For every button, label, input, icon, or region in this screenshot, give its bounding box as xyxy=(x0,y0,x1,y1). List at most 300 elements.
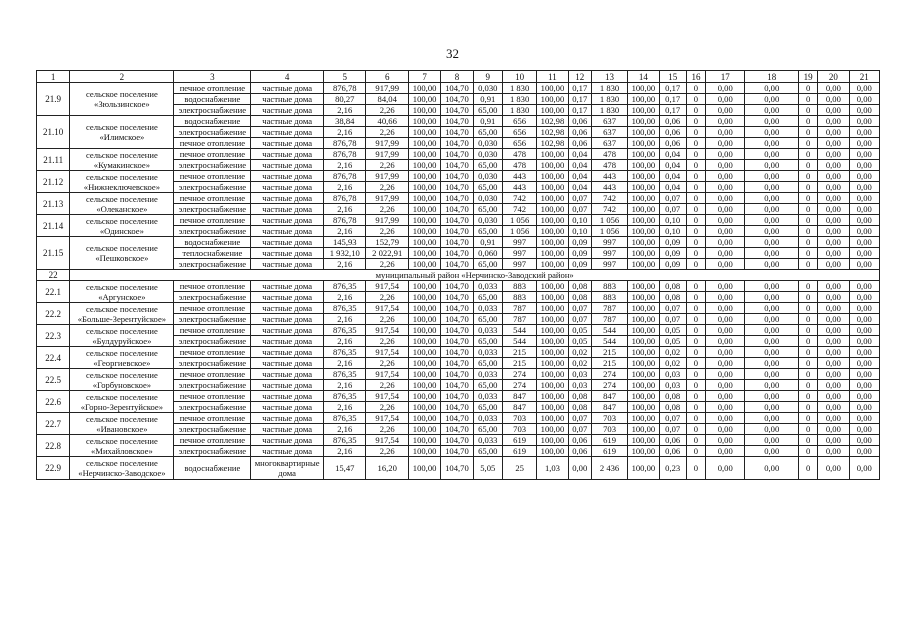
table-cell: 100,00 xyxy=(537,149,568,160)
table-cell: 65,00 xyxy=(473,402,502,413)
table-cell: 0,00 xyxy=(745,325,799,336)
table-cell: 0 xyxy=(799,160,818,171)
table-cell: 2,26 xyxy=(366,402,408,413)
table-cell: 145,93 xyxy=(324,237,366,248)
table-cell: 787 xyxy=(502,314,536,325)
table-cell: 100,00 xyxy=(408,160,440,171)
table-cell: 0 xyxy=(799,226,818,237)
table-cell: 104,70 xyxy=(441,358,473,369)
table-cell: 0,00 xyxy=(745,160,799,171)
table-cell: 0 xyxy=(799,303,818,314)
table-cell: 100,00 xyxy=(408,424,440,435)
table-cell: 104,70 xyxy=(441,204,473,215)
table-cell: 637 xyxy=(591,138,627,149)
table-cell: 100,00 xyxy=(537,105,568,116)
table-cell: 0,00 xyxy=(849,391,879,402)
table-cell: 0,03 xyxy=(568,369,591,380)
table-cell: 0,05 xyxy=(659,325,686,336)
table-cell: 0,00 xyxy=(818,215,849,226)
table-cell: 0 xyxy=(799,171,818,182)
table-cell: 0,06 xyxy=(568,446,591,457)
table-cell: 876,35 xyxy=(324,303,366,314)
table-cell: 0,06 xyxy=(568,127,591,138)
table-cell: 0,00 xyxy=(706,369,745,380)
table-cell: 100,00 xyxy=(537,248,568,259)
table-cell: 0,00 xyxy=(706,116,745,127)
settlement-name: сельское поселение «Пешковское» xyxy=(70,237,174,270)
table-cell: 0,91 xyxy=(473,94,502,105)
table-cell: 100,00 xyxy=(537,336,568,347)
table-cell: 0,00 xyxy=(745,248,799,259)
table-cell: 443 xyxy=(591,171,627,182)
building-type: частные дома xyxy=(251,358,324,369)
settlement-name: сельское поселение «Аргунское» xyxy=(70,281,174,303)
district-row xyxy=(37,270,880,281)
table-cell: 0 xyxy=(799,83,818,94)
table-cell: 2,26 xyxy=(366,226,408,237)
table-cell: 0,030 xyxy=(473,138,502,149)
table-cell: 0 xyxy=(799,94,818,105)
table-cell: 100,00 xyxy=(628,171,659,182)
table-cell: 876,78 xyxy=(324,171,366,182)
table-cell: 0,00 xyxy=(745,215,799,226)
table-cell: 656 xyxy=(502,127,536,138)
row-id: 21.15 xyxy=(37,237,70,270)
table-cell: 0 xyxy=(799,380,818,391)
building-type: частные дома xyxy=(251,237,324,248)
table-cell: 0,033 xyxy=(473,391,502,402)
table-cell: 847 xyxy=(591,402,627,413)
column-header: 14 xyxy=(628,71,659,83)
table-cell: 847 xyxy=(502,391,536,402)
table-cell: 0,00 xyxy=(745,116,799,127)
table-cell: 100,00 xyxy=(628,391,659,402)
table-cell: 0,00 xyxy=(818,248,849,259)
table-cell: 100,00 xyxy=(408,292,440,303)
column-header: 7 xyxy=(408,71,440,83)
table-cell: 100,00 xyxy=(537,347,568,358)
table-cell: 0,033 xyxy=(473,281,502,292)
building-type: частные дома xyxy=(251,391,324,402)
building-type: частные дома xyxy=(251,380,324,391)
table-cell: 104,70 xyxy=(441,149,473,160)
table-cell: 104,70 xyxy=(441,248,473,259)
table-cell: 0,00 xyxy=(745,402,799,413)
row-id: 22.9 xyxy=(37,457,70,480)
table-cell: 0,08 xyxy=(568,281,591,292)
table-cell: 0,00 xyxy=(706,171,745,182)
table-cell: 104,70 xyxy=(441,347,473,358)
table-cell: 0,00 xyxy=(818,193,849,204)
table-cell: 0,91 xyxy=(473,116,502,127)
table-cell: 2,16 xyxy=(324,358,366,369)
table-cell: 0,00 xyxy=(849,402,879,413)
table-cell: 100,00 xyxy=(408,413,440,424)
table-cell: 0,00 xyxy=(706,457,745,480)
table-cell: 0,00 xyxy=(745,226,799,237)
building-type: частные дома xyxy=(251,171,324,182)
table-cell: 0 xyxy=(799,314,818,325)
table-cell: 883 xyxy=(502,281,536,292)
resource-type: печное отопление xyxy=(174,171,251,182)
table-cell: 100,00 xyxy=(628,149,659,160)
table-cell: 2,26 xyxy=(366,292,408,303)
table-cell: 0,00 xyxy=(706,138,745,149)
table-cell: 100,00 xyxy=(628,424,659,435)
page-number: 32 xyxy=(446,46,459,61)
table-cell: 0,09 xyxy=(568,237,591,248)
table-cell: 0,00 xyxy=(745,171,799,182)
header-row xyxy=(37,71,880,83)
table-cell: 883 xyxy=(591,281,627,292)
table-cell: 2,16 xyxy=(324,380,366,391)
settlement-name: сельское поселение «Илимское» xyxy=(70,116,174,149)
table-cell: 0,06 xyxy=(659,435,686,446)
table-cell: 100,00 xyxy=(628,193,659,204)
table-cell: 0,00 xyxy=(849,149,879,160)
table-cell: 0,00 xyxy=(849,303,879,314)
table-cell: 0,02 xyxy=(568,347,591,358)
table-cell: 15,47 xyxy=(324,457,366,480)
row-id: 22.3 xyxy=(37,325,70,347)
table-cell: 0,00 xyxy=(706,325,745,336)
table-cell: 65,00 xyxy=(473,292,502,303)
table-cell: 100,00 xyxy=(408,204,440,215)
table-cell: 274 xyxy=(502,369,536,380)
table-cell: 0,07 xyxy=(568,424,591,435)
table-cell: 0 xyxy=(799,336,818,347)
table-cell: 1 056 xyxy=(502,215,536,226)
table-cell: 100,00 xyxy=(408,193,440,204)
table-cell: 0,09 xyxy=(659,237,686,248)
resource-type: электроснабжение xyxy=(174,182,251,193)
column-header: 1 xyxy=(37,71,70,83)
table-cell: 100,00 xyxy=(628,226,659,237)
table-row xyxy=(37,116,880,127)
table-cell: 876,35 xyxy=(324,347,366,358)
table-cell: 65,00 xyxy=(473,336,502,347)
table-cell: 0,00 xyxy=(849,226,879,237)
building-type: частные дома xyxy=(251,259,324,270)
table-cell: 2,16 xyxy=(324,402,366,413)
table-cell: 102,98 xyxy=(537,138,568,149)
table-cell: 917,99 xyxy=(366,215,408,226)
table-cell: 0,00 xyxy=(818,237,849,248)
table-cell: 0,00 xyxy=(818,336,849,347)
table-row xyxy=(37,369,880,380)
table-cell: 0,08 xyxy=(659,292,686,303)
table-cell: 544 xyxy=(591,325,627,336)
table-cell: 100,00 xyxy=(537,314,568,325)
table-cell: 876,35 xyxy=(324,325,366,336)
table-row xyxy=(37,413,880,424)
table-cell: 2,16 xyxy=(324,292,366,303)
table-cell: 0 xyxy=(799,149,818,160)
table-cell: 917,54 xyxy=(366,369,408,380)
settlement-name: сельское поселение «Георгиевское» xyxy=(70,347,174,369)
table-cell: 0 xyxy=(686,369,705,380)
table-cell: 0,08 xyxy=(659,281,686,292)
table-cell: 0,07 xyxy=(659,303,686,314)
resource-type: печное отопление xyxy=(174,281,251,292)
table-cell: 2,26 xyxy=(366,358,408,369)
table-cell: 100,00 xyxy=(408,457,440,480)
table-cell: 0,00 xyxy=(818,435,849,446)
table-cell: 2,26 xyxy=(366,424,408,435)
table-cell: 0,08 xyxy=(568,402,591,413)
table-cell: 0 xyxy=(686,446,705,457)
resource-type: электроснабжение xyxy=(174,160,251,171)
table-cell: 104,70 xyxy=(441,171,473,182)
table-cell: 0,02 xyxy=(659,347,686,358)
table-cell: 0 xyxy=(686,182,705,193)
table-cell: 0,07 xyxy=(568,303,591,314)
column-header: 5 xyxy=(324,71,366,83)
table-cell: 100,00 xyxy=(628,336,659,347)
table-cell: 0 xyxy=(686,457,705,480)
table-cell: 787 xyxy=(502,303,536,314)
table-cell: 100,00 xyxy=(408,402,440,413)
table-cell: 0,00 xyxy=(706,182,745,193)
table-cell: 100,00 xyxy=(408,347,440,358)
table-cell: 0,033 xyxy=(473,369,502,380)
table-cell: 0,00 xyxy=(818,138,849,149)
table-cell: 0,00 xyxy=(818,446,849,457)
table-cell: 0 xyxy=(686,292,705,303)
table-cell: 0 xyxy=(799,325,818,336)
row-id: 21.13 xyxy=(37,193,70,215)
table-cell: 2,26 xyxy=(366,204,408,215)
resource-type: печное отопление xyxy=(174,325,251,336)
resource-type: печное отопление xyxy=(174,83,251,94)
table-cell: 0,00 xyxy=(849,457,879,480)
building-type: частные дома xyxy=(251,402,324,413)
table-cell: 104,70 xyxy=(441,105,473,116)
table-cell: 104,70 xyxy=(441,215,473,226)
table-cell: 100,00 xyxy=(628,94,659,105)
table-cell: 0 xyxy=(686,336,705,347)
table-cell: 65,00 xyxy=(473,127,502,138)
building-type: частные дома xyxy=(251,160,324,171)
table-cell: 2,26 xyxy=(366,182,408,193)
settlement-name: сельское поселение «Михайловское» xyxy=(70,435,174,457)
table-cell: 0,00 xyxy=(818,292,849,303)
table-cell: 65,00 xyxy=(473,358,502,369)
table-cell: 0 xyxy=(686,105,705,116)
table-cell: 0,03 xyxy=(659,380,686,391)
table-cell: 100,00 xyxy=(408,369,440,380)
table-cell: 0,00 xyxy=(706,446,745,457)
table-cell: 65,00 xyxy=(473,314,502,325)
table-cell: 2,16 xyxy=(324,446,366,457)
table-cell: 0,00 xyxy=(849,292,879,303)
table-cell: 0,00 xyxy=(745,281,799,292)
district-id: 22 xyxy=(37,270,70,281)
table-cell: 152,79 xyxy=(366,237,408,248)
table-cell: 0,00 xyxy=(818,325,849,336)
table-cell: 274 xyxy=(591,380,627,391)
table-cell: 80,27 xyxy=(324,94,366,105)
table-cell: 104,70 xyxy=(441,369,473,380)
table-cell: 1 056 xyxy=(502,226,536,237)
table-cell: 0 xyxy=(686,259,705,270)
row-id: 21.10 xyxy=(37,116,70,149)
table-cell: 0,05 xyxy=(568,336,591,347)
table-cell: 656 xyxy=(502,138,536,149)
table-cell: 2,26 xyxy=(366,259,408,270)
table-cell: 104,70 xyxy=(441,446,473,457)
table-cell: 742 xyxy=(502,204,536,215)
table-cell: 100,00 xyxy=(537,391,568,402)
settlement-name: сельское поселение «Нерчинско-Заводское» xyxy=(70,457,174,480)
table-cell: 883 xyxy=(502,292,536,303)
table-cell: 0,06 xyxy=(659,446,686,457)
table-cell: 544 xyxy=(502,336,536,347)
table-cell: 0,00 xyxy=(849,237,879,248)
table-cell: 0,00 xyxy=(818,391,849,402)
table-cell: 0,00 xyxy=(706,303,745,314)
table-cell: 100,00 xyxy=(408,314,440,325)
table-cell: 0 xyxy=(799,248,818,259)
table-cell: 0,00 xyxy=(568,457,591,480)
table-cell: 0 xyxy=(686,435,705,446)
table-cell: 0,00 xyxy=(849,160,879,171)
table-cell: 100,00 xyxy=(537,413,568,424)
table-cell: 917,99 xyxy=(366,193,408,204)
resource-type: печное отопление xyxy=(174,347,251,358)
table-cell: 0,05 xyxy=(568,325,591,336)
resource-type: печное отопление xyxy=(174,215,251,226)
resource-type: водоснабжение xyxy=(174,237,251,248)
table-cell: 2,16 xyxy=(324,226,366,237)
table-cell: 0 xyxy=(799,391,818,402)
table-row xyxy=(37,391,880,402)
table-cell: 100,00 xyxy=(408,380,440,391)
table-cell: 100,00 xyxy=(628,380,659,391)
table-cell: 0,00 xyxy=(849,105,879,116)
table-cell: 0,00 xyxy=(849,369,879,380)
table-cell: 65,00 xyxy=(473,160,502,171)
table-cell: 0,033 xyxy=(473,435,502,446)
table-cell: 65,00 xyxy=(473,204,502,215)
table-cell: 65,00 xyxy=(473,380,502,391)
building-type: частные дома xyxy=(251,204,324,215)
settlement-name: сельское поселение «Нижнеключевское» xyxy=(70,171,174,193)
table-cell: 917,54 xyxy=(366,413,408,424)
table-cell: 0,00 xyxy=(745,259,799,270)
building-type: частные дома xyxy=(251,314,324,325)
table-cell: 100,00 xyxy=(537,380,568,391)
table-cell: 0,00 xyxy=(745,424,799,435)
table-cell: 0,07 xyxy=(659,413,686,424)
building-type: частные дома xyxy=(251,303,324,314)
table-cell: 100,00 xyxy=(628,259,659,270)
table-cell: 100,00 xyxy=(408,325,440,336)
table-cell: 100,00 xyxy=(408,391,440,402)
table-cell: 100,00 xyxy=(408,182,440,193)
column-header: 13 xyxy=(591,71,627,83)
table-cell: 65,00 xyxy=(473,226,502,237)
table-cell: 100,00 xyxy=(628,215,659,226)
building-type: частные дома xyxy=(251,226,324,237)
table-cell: 100,00 xyxy=(628,303,659,314)
table-cell: 478 xyxy=(502,149,536,160)
table-cell: 997 xyxy=(502,259,536,270)
table-cell: 100,00 xyxy=(628,182,659,193)
table-cell: 0,00 xyxy=(849,116,879,127)
table-cell: 2,26 xyxy=(366,127,408,138)
table-cell: 0 xyxy=(686,391,705,402)
table-cell: 274 xyxy=(591,369,627,380)
table-cell: 100,00 xyxy=(408,127,440,138)
building-type: частные дома xyxy=(251,193,324,204)
table-cell: 104,70 xyxy=(441,402,473,413)
table-cell: 40,66 xyxy=(366,116,408,127)
table-cell: 0,07 xyxy=(568,314,591,325)
table-cell: 0,00 xyxy=(818,116,849,127)
table-cell: 0,00 xyxy=(849,138,879,149)
row-id: 22.7 xyxy=(37,413,70,435)
table-cell: 0 xyxy=(686,204,705,215)
table-cell: 100,00 xyxy=(628,237,659,248)
table-cell: 5,05 xyxy=(473,457,502,480)
table-cell: 876,78 xyxy=(324,193,366,204)
table-cell: 0,91 xyxy=(473,237,502,248)
table-cell: 2,16 xyxy=(324,105,366,116)
table-cell: 0,00 xyxy=(706,215,745,226)
table-cell: 2,26 xyxy=(366,380,408,391)
table-cell: 0,00 xyxy=(849,215,879,226)
table-cell: 100,00 xyxy=(537,424,568,435)
column-header: 6 xyxy=(366,71,408,83)
table-cell: 0,00 xyxy=(706,380,745,391)
building-type: частные дома xyxy=(251,292,324,303)
table-cell: 104,70 xyxy=(441,336,473,347)
building-type: многоквартирные дома xyxy=(251,457,324,480)
row-id: 21.9 xyxy=(37,83,70,116)
table-cell: 0,00 xyxy=(818,105,849,116)
table-cell: 100,00 xyxy=(408,237,440,248)
table-cell: 100,00 xyxy=(537,83,568,94)
table-cell: 0,00 xyxy=(745,127,799,138)
table-cell: 0,04 xyxy=(659,182,686,193)
table-cell: 104,70 xyxy=(441,193,473,204)
resource-type: электроснабжение xyxy=(174,204,251,215)
table-cell: 0,07 xyxy=(659,193,686,204)
table-cell: 1 056 xyxy=(591,215,627,226)
table-cell: 0 xyxy=(799,204,818,215)
table-cell: 0,07 xyxy=(659,314,686,325)
table-cell: 2 022,91 xyxy=(366,248,408,259)
table-cell: 0 xyxy=(799,358,818,369)
table-cell: 0,033 xyxy=(473,325,502,336)
table-cell: 0,09 xyxy=(568,259,591,270)
table-cell: 25 xyxy=(502,457,536,480)
table-cell: 215 xyxy=(502,358,536,369)
table-cell: 0,00 xyxy=(745,413,799,424)
table-cell: 104,70 xyxy=(441,314,473,325)
table-cell: 104,70 xyxy=(441,127,473,138)
table-cell: 0,00 xyxy=(706,347,745,358)
table-cell: 876,35 xyxy=(324,369,366,380)
table-cell: 0 xyxy=(799,281,818,292)
table-cell: 0 xyxy=(799,237,818,248)
column-header: 17 xyxy=(706,71,745,83)
table-cell: 100,00 xyxy=(537,193,568,204)
table-cell: 883 xyxy=(591,292,627,303)
table-cell: 0,05 xyxy=(659,336,686,347)
table-cell: 0,00 xyxy=(745,182,799,193)
